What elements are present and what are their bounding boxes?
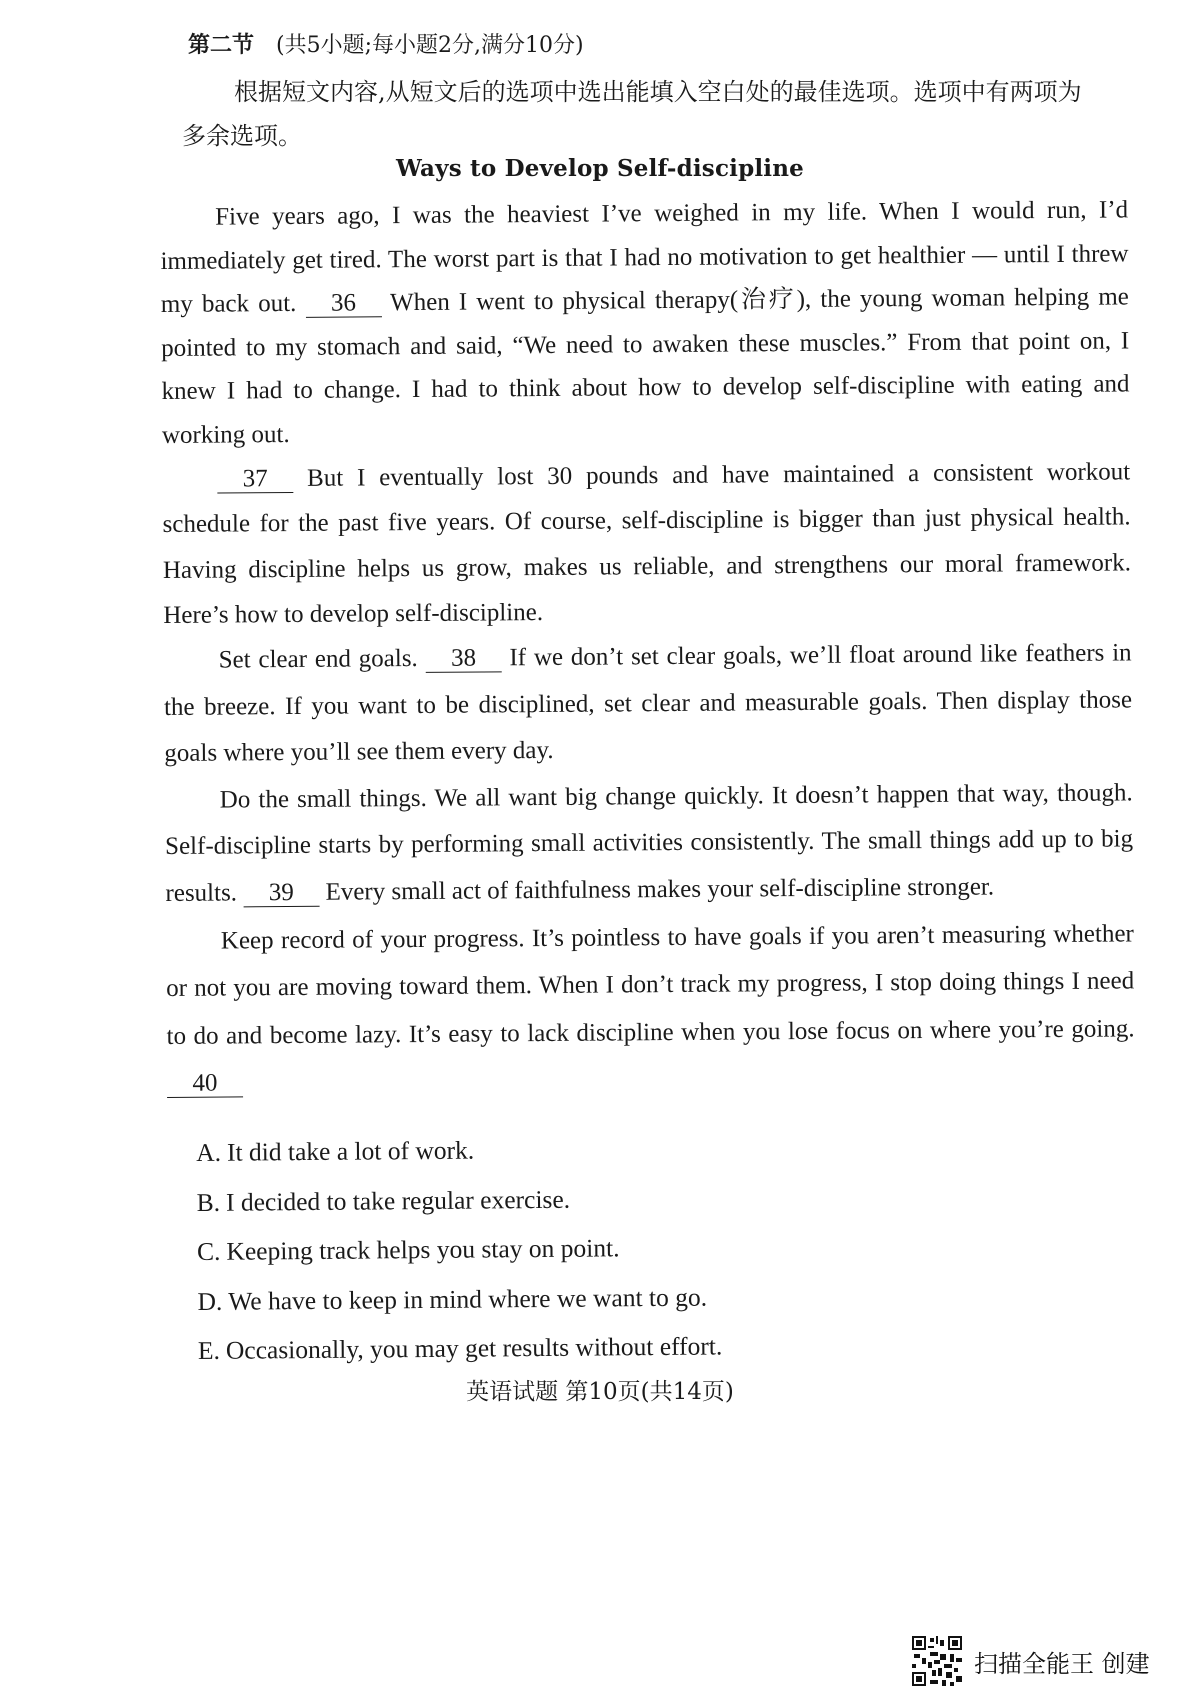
option-letter: D. [197, 1286, 223, 1316]
answer-blank-38: 38 [425, 646, 501, 674]
answer-blank-36: 36 [305, 290, 381, 318]
scanner-watermark [912, 1636, 1150, 1686]
option-letter: E. [197, 1335, 221, 1365]
option-e [198, 1321, 723, 1375]
option-letter: A. [196, 1137, 222, 1167]
article-title: Ways to Develop Self-discipline [396, 155, 804, 182]
answer-blank-37: 37 [217, 466, 293, 494]
option-text: Keeping track helps you stay on point. [226, 1233, 620, 1266]
passage-paragraph-1 [160, 188, 1130, 457]
option-text: Occasionally, you may get results without effort. [225, 1331, 723, 1365]
passage-paragraph-3 [163, 631, 1132, 778]
paragraph-text: Keep record of your progress. It’s pointless to have goals if you aren’t measuring whether or not you are moving toward them. When I don’t track my progress, I stop doing things I need to do and become lazy. It’s easy to lack discipline when you lose focus on where you’re going. [166, 920, 1135, 1050]
page-footer: 英语试题 第10页(共14页) [466, 1379, 734, 1405]
section-scoring: (共5小题;每小题2分,满分10分) [276, 33, 584, 58]
option-text: It did take a lot of work. [226, 1135, 475, 1167]
option-a [196, 1123, 721, 1177]
passage-paragraph-5 [166, 910, 1135, 1108]
qr-code-icon [912, 1636, 962, 1686]
paragraph-text: When I went to physical therapy(治疗), the young woman helping me pointed to my stomach and said, “We need to awaken these muscles.” From that point on, I knew I had to change. I had to think about how to develop self-discipline with eating and working out. [161, 283, 1130, 449]
passage-paragraph-4 [165, 770, 1134, 918]
paragraph-text: Set clear end goals. [218, 645, 418, 674]
paragraph-text: Five years ago, I was the heaviest I’ve weighed in my life. When I would run, I’d immediately get tired. The worst part is that I had no motivation to get healthier — until I threw my back out. [160, 196, 1129, 318]
answer-options [196, 1123, 723, 1375]
option-text: I decided to take regular exercise. [225, 1184, 571, 1217]
section-label: 第二节 [188, 32, 255, 58]
section-header [188, 28, 584, 59]
section-instructions: 根据短文内容,从短文后的选项中选出能填入空白处的最佳选项。选项中有两项为多余选项。 [182, 78, 1082, 150]
reading-passage [160, 188, 1135, 1107]
scanner-watermark-text: 扫描全能王 创建 [974, 1649, 1150, 1678]
paragraph-text: Do the small things. We all want big change quickly. It doesn’t happen that way, though. Self-discipline starts by performing small activities consistently. The small things add up to big results. [165, 779, 1134, 908]
answer-blank-40: 40 [167, 1071, 243, 1099]
passage-paragraph-2 [162, 449, 1131, 638]
option-letter: B. [196, 1187, 221, 1217]
option-text: We have to keep in mind where we want to go. [228, 1282, 708, 1316]
option-d [197, 1272, 722, 1326]
option-letter: C. [196, 1236, 221, 1266]
option-c [197, 1222, 722, 1276]
paragraph-text: But I eventually lost 30 pounds and have maintained a consistent workout schedule for the past five years. Of course, self-discipline is bigger than just physical health. Having discipline helps us grow, makes us reliable, and strengthens our moral framework. Here’s how to develop self-discipline. [162, 458, 1132, 629]
answer-blank-39: 39 [243, 880, 319, 908]
paragraph-text: Every small act of faithfulness makes your self-discipline stronger. [325, 873, 995, 906]
option-b [196, 1173, 721, 1227]
paragraph-text: If we don’t set clear goals, we’ll float around like feathers in the breeze. If you want to be disciplined, set clear and measurable goals. Then display those goals where you’ll see them every day. [163, 639, 1133, 768]
